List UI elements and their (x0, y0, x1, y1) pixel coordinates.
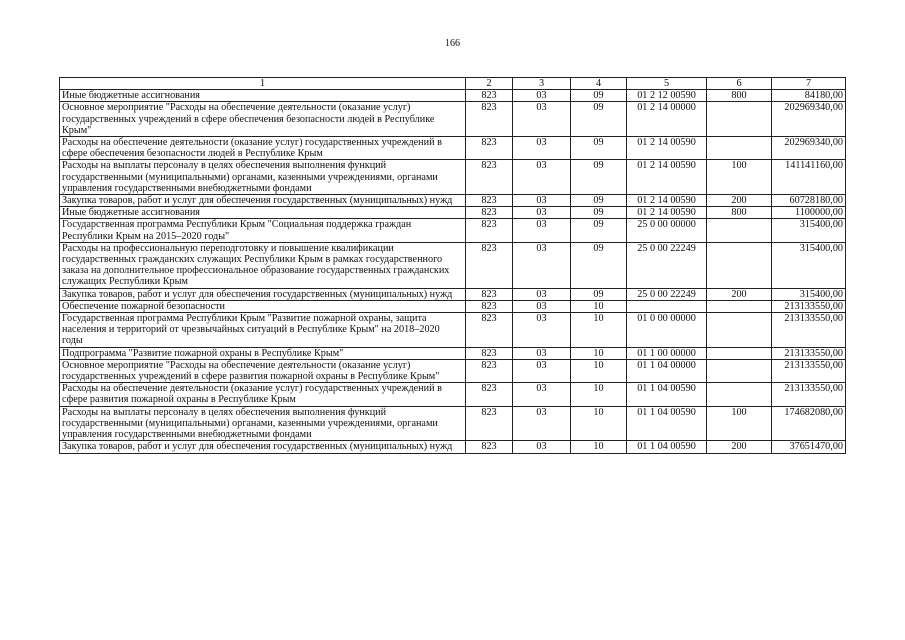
ministry-code-cell: 823 (466, 102, 513, 137)
table-row (60, 90, 846, 102)
amount-cell: 141141160,00 (772, 160, 846, 195)
amount-cell: 174682080,00 (772, 406, 846, 441)
subsection-code-cell: 10 (571, 300, 627, 312)
ministry-code-cell: 823 (466, 195, 513, 207)
expense-type-cell: 800 (707, 207, 772, 219)
amount-cell: 84180,00 (772, 90, 846, 102)
expense-name-cell: Расходы на обеспечение деятельности (оказание услуг) государственных учреждений в сфере обеспечения безопасности людей в Республике Крым (60, 137, 466, 160)
amount-cell: 213133550,00 (772, 347, 846, 359)
table-row (60, 219, 846, 242)
table-row (60, 441, 846, 453)
table-header (60, 78, 846, 90)
header-row (60, 78, 846, 90)
amount-cell: 315400,00 (772, 242, 846, 288)
table-row (60, 300, 846, 312)
expense-type-cell: 200 (707, 441, 772, 453)
target-article-cell: 01 0 00 00000 (627, 313, 707, 348)
target-article-cell: 01 2 14 00000 (627, 102, 707, 137)
target-article-cell: 01 1 00 00000 (627, 347, 707, 359)
expense-type-cell: 200 (707, 288, 772, 300)
expense-type-cell (707, 313, 772, 348)
table-row (60, 288, 846, 300)
subsection-code-cell: 10 (571, 359, 627, 382)
target-article-cell: 01 1 04 00590 (627, 406, 707, 441)
expense-type-cell (707, 300, 772, 312)
section-code-cell: 03 (513, 288, 571, 300)
target-article-cell: 01 1 04 00590 (627, 441, 707, 453)
target-article-cell: 25 0 00 22249 (627, 242, 707, 288)
target-article-cell: 01 2 14 00590 (627, 137, 707, 160)
expense-name-cell: Иные бюджетные ассигнования (60, 207, 466, 219)
expense-type-cell (707, 359, 772, 382)
section-code-cell: 03 (513, 300, 571, 312)
amount-cell: 213133550,00 (772, 313, 846, 348)
target-article-cell: 01 2 14 00590 (627, 207, 707, 219)
subsection-code-cell: 09 (571, 207, 627, 219)
budget-table (59, 77, 846, 454)
target-article-cell: 01 2 14 00590 (627, 160, 707, 195)
expense-type-cell (707, 347, 772, 359)
table-row (60, 383, 846, 406)
section-code-cell: 03 (513, 207, 571, 219)
section-code-cell: 03 (513, 313, 571, 348)
ministry-code-cell: 823 (466, 383, 513, 406)
subsection-code-cell: 09 (571, 219, 627, 242)
expense-type-cell (707, 242, 772, 288)
target-article-cell: 01 2 12 00590 (627, 90, 707, 102)
expense-type-cell: 100 (707, 406, 772, 441)
expense-type-cell: 800 (707, 90, 772, 102)
subsection-code-cell: 10 (571, 347, 627, 359)
target-article-cell: 25 0 00 00000 (627, 219, 707, 242)
expense-type-cell: 200 (707, 195, 772, 207)
amount-cell: 213133550,00 (772, 359, 846, 382)
subsection-code-cell: 10 (571, 313, 627, 348)
expense-type-cell (707, 383, 772, 406)
section-code-cell: 03 (513, 160, 571, 195)
table-row (60, 195, 846, 207)
expense-type-cell (707, 137, 772, 160)
table-row (60, 102, 846, 137)
expense-name-cell: Расходы на обеспечение деятельности (оказание услуг) государственных учреждений в сфере развития пожарной охраны в Республике Крым (60, 383, 466, 406)
amount-cell: 202969340,00 (772, 137, 846, 160)
subsection-code-cell: 09 (571, 90, 627, 102)
amount-cell: 37651470,00 (772, 441, 846, 453)
section-code-cell: 03 (513, 347, 571, 359)
ministry-code-cell: 823 (466, 160, 513, 195)
expense-name-cell: Иные бюджетные ассигнования (60, 90, 466, 102)
expense-name-cell: Основное мероприятие "Расходы на обеспечение деятельности (оказание услуг) государственных учреждений в сфере обеспечения безопасности людей в Республике Крым" (60, 102, 466, 137)
ministry-code-cell: 823 (466, 347, 513, 359)
section-code-cell: 03 (513, 137, 571, 160)
amount-cell: 315400,00 (772, 219, 846, 242)
table-row (60, 242, 846, 288)
section-code-cell: 03 (513, 242, 571, 288)
target-article-cell: 01 1 04 00590 (627, 383, 707, 406)
column-header-6: 6 (707, 78, 772, 90)
table-row (60, 359, 846, 382)
ministry-code-cell: 823 (466, 406, 513, 441)
expense-name-cell: Расходы на выплаты персоналу в целях обеспечения выполнения функций государственными (муниципальными) органами, казенными учреждениями, органами управления государственными внебюджетными фондами (60, 160, 466, 195)
ministry-code-cell: 823 (466, 313, 513, 348)
expense-type-cell (707, 219, 772, 242)
table-body (60, 90, 846, 453)
subsection-code-cell: 09 (571, 242, 627, 288)
expense-name-cell: Обеспечение пожарной безопасности (60, 300, 466, 312)
amount-cell: 315400,00 (772, 288, 846, 300)
subsection-code-cell: 10 (571, 441, 627, 453)
table-row (60, 406, 846, 441)
table-row (60, 160, 846, 195)
column-header-3: 3 (513, 78, 571, 90)
section-code-cell: 03 (513, 383, 571, 406)
column-header-1: 1 (60, 78, 466, 90)
column-header-5: 5 (627, 78, 707, 90)
ministry-code-cell: 823 (466, 441, 513, 453)
column-header-4: 4 (571, 78, 627, 90)
target-article-cell: 25 0 00 22249 (627, 288, 707, 300)
ministry-code-cell: 823 (466, 242, 513, 288)
expense-name-cell: Расходы на выплаты персоналу в целях обеспечения выполнения функций государственными (муниципальными) органами, казенными учреждениями, органами управления государственными внебюджетными фондами (60, 406, 466, 441)
ministry-code-cell: 823 (466, 359, 513, 382)
table-row (60, 207, 846, 219)
subsection-code-cell: 09 (571, 160, 627, 195)
ministry-code-cell: 823 (466, 300, 513, 312)
amount-cell: 213133550,00 (772, 300, 846, 312)
section-code-cell: 03 (513, 441, 571, 453)
expense-name-cell: Основное мероприятие "Расходы на обеспечение деятельности (оказание услуг) государственных учреждений в сфере развития пожарной охраны в Республике Крым" (60, 359, 466, 382)
target-article-cell: 01 2 14 00590 (627, 195, 707, 207)
amount-cell: 1100000,00 (772, 207, 846, 219)
table-row (60, 137, 846, 160)
section-code-cell: 03 (513, 359, 571, 382)
expense-name-cell: Закупка товаров, работ и услуг для обеспечения государственных (муниципальных) нужд (60, 195, 466, 207)
amount-cell: 202969340,00 (772, 102, 846, 137)
subsection-code-cell: 09 (571, 288, 627, 300)
table-row (60, 313, 846, 348)
section-code-cell: 03 (513, 406, 571, 441)
subsection-code-cell: 09 (571, 195, 627, 207)
target-article-cell (627, 300, 707, 312)
section-code-cell: 03 (513, 219, 571, 242)
expense-name-cell: Закупка товаров, работ и услуг для обеспечения государственных (муниципальных) нужд (60, 288, 466, 300)
section-code-cell: 03 (513, 102, 571, 137)
ministry-code-cell: 823 (466, 219, 513, 242)
subsection-code-cell: 09 (571, 137, 627, 160)
section-code-cell: 03 (513, 90, 571, 102)
amount-cell: 213133550,00 (772, 383, 846, 406)
expense-name-cell: Подпрограмма "Развитие пожарной охраны в Республике Крым" (60, 347, 466, 359)
subsection-code-cell: 10 (571, 406, 627, 441)
subsection-code-cell: 09 (571, 102, 627, 137)
column-header-7: 7 (772, 78, 846, 90)
expense-name-cell: Расходы на профессиональную переподготовку и повышение квалификации государственных гражданских служащих Республики Крым в рамках государственного заказа на дополнительное профессиональное образование государственных гражданских служащих Республики Крым (60, 242, 466, 288)
expense-name-cell: Государственная программа Республики Крым "Развитие пожарной охраны, защита населения и территорий от чрезвычайных ситуаций в Республике Крым" на 2018–2020 годы (60, 313, 466, 348)
expense-type-cell (707, 102, 772, 137)
expense-name-cell: Закупка товаров, работ и услуг для обеспечения государственных (муниципальных) нужд (60, 441, 466, 453)
ministry-code-cell: 823 (466, 207, 513, 219)
section-code-cell: 03 (513, 195, 571, 207)
amount-cell: 60728180,00 (772, 195, 846, 207)
page-number: 166 (445, 38, 460, 49)
column-header-2: 2 (466, 78, 513, 90)
ministry-code-cell: 823 (466, 137, 513, 160)
expense-type-cell: 100 (707, 160, 772, 195)
ministry-code-cell: 823 (466, 288, 513, 300)
subsection-code-cell: 10 (571, 383, 627, 406)
target-article-cell: 01 1 04 00000 (627, 359, 707, 382)
ministry-code-cell: 823 (466, 90, 513, 102)
expense-name-cell: Государственная программа Республики Крым "Социальная поддержка граждан Республики Крым на 2015–2020 годы" (60, 219, 466, 242)
table-row (60, 347, 846, 359)
